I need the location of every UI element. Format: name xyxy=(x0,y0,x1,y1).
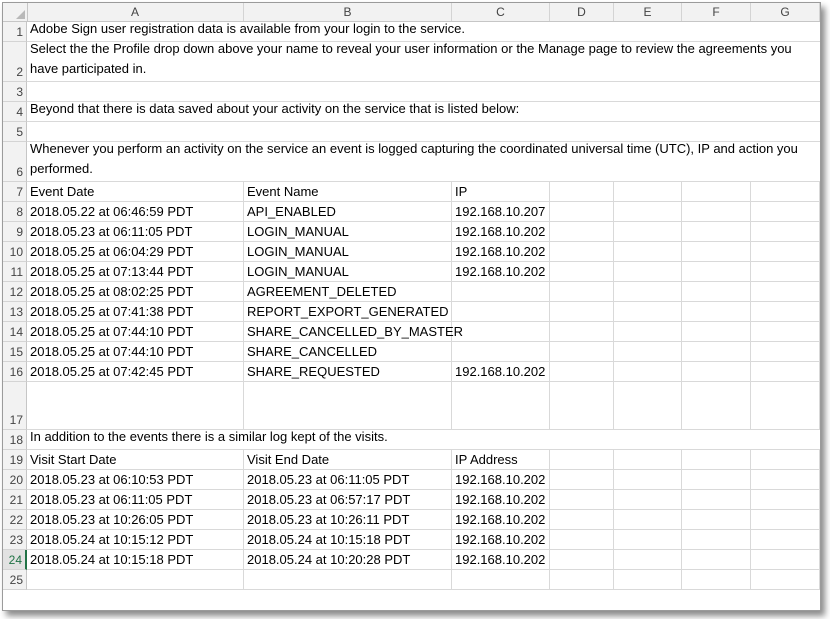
cell-g[interactable] xyxy=(751,202,820,222)
cell-d[interactable] xyxy=(550,282,614,302)
cell-a[interactable]: 2018.05.24 at 10:15:18 PDT xyxy=(27,550,244,570)
cell-c[interactable] xyxy=(452,322,550,342)
cell-b[interactable]: AGREEMENT_DELETED xyxy=(244,282,452,302)
cell-g[interactable] xyxy=(751,382,820,430)
cell-e[interactable] xyxy=(614,322,682,342)
cell-a[interactable] xyxy=(27,382,244,430)
sheet-row xyxy=(3,470,820,490)
cell-e[interactable] xyxy=(614,222,682,242)
sheet-row xyxy=(3,262,820,282)
cell-b[interactable] xyxy=(244,570,452,590)
cell-f[interactable] xyxy=(682,362,751,382)
cell-a[interactable]: 2018.05.22 at 06:46:59 PDT xyxy=(27,202,244,222)
cell-d[interactable] xyxy=(550,382,614,430)
cell-text: Select the the Profile drop down above your name to reveal your user information or the Manage page to review the agreements you have participated in. xyxy=(30,41,792,76)
row-header[interactable]: 10 xyxy=(3,242,27,262)
cell-e[interactable] xyxy=(614,570,682,590)
cell-a[interactable]: 2018.05.25 at 07:42:45 PDT xyxy=(27,362,244,382)
cell-a[interactable]: 2018.05.23 at 06:11:05 PDT xyxy=(27,490,244,510)
cell-b[interactable]: SHARE_CANCELLED_BY_MASTER xyxy=(244,322,452,342)
row-header[interactable]: 9 xyxy=(3,222,27,242)
sheet-row xyxy=(3,490,820,510)
cell-f[interactable] xyxy=(682,550,751,570)
cell-b[interactable]: Visit End Date xyxy=(244,450,452,470)
cell-d[interactable] xyxy=(550,490,614,510)
cell-c[interactable] xyxy=(452,382,550,430)
cell-text: Beyond that there is data saved about your activity on the service that is listed below: xyxy=(30,101,520,116)
cell-e[interactable] xyxy=(614,550,682,570)
row-header[interactable]: 13 xyxy=(3,302,27,322)
cell-c[interactable]: 192.168.10.202 xyxy=(452,490,550,510)
row-header[interactable]: 8 xyxy=(3,202,27,222)
cell-d[interactable] xyxy=(550,202,614,222)
cell-text: In addition to the events there is a similar log kept of the visits. xyxy=(30,429,388,444)
sheet-row xyxy=(3,430,820,450)
cell-d[interactable] xyxy=(550,470,614,490)
row-header[interactable]: 12 xyxy=(3,282,27,302)
cell-b[interactable]: 2018.05.24 at 10:20:28 PDT xyxy=(244,550,452,570)
cell-b[interactable]: LOGIN_MANUAL xyxy=(244,262,452,282)
sheet-row xyxy=(3,510,820,530)
sheet-row xyxy=(3,362,820,382)
cell-g[interactable] xyxy=(751,182,820,202)
cell-c[interactable] xyxy=(452,342,550,362)
column-header-g[interactable]: G xyxy=(751,3,820,21)
cell-g[interactable] xyxy=(751,550,820,570)
cell-d[interactable] xyxy=(550,302,614,322)
text-cell[interactable] xyxy=(27,430,820,450)
cell-f[interactable] xyxy=(682,510,751,530)
row-header[interactable]: 23 xyxy=(3,530,27,550)
cell-b[interactable]: Event Name xyxy=(244,182,452,202)
cell-a[interactable]: 2018.05.25 at 08:02:25 PDT xyxy=(27,282,244,302)
cell-c[interactable]: IP xyxy=(452,182,550,202)
row-header[interactable]: 19 xyxy=(3,450,27,470)
cell-g[interactable] xyxy=(751,262,820,282)
cell-g[interactable] xyxy=(751,322,820,342)
cell-c[interactable]: IP Address xyxy=(452,450,550,470)
cell-b[interactable] xyxy=(244,382,452,430)
cell-e[interactable] xyxy=(614,490,682,510)
select-all-triangle-icon xyxy=(16,10,25,19)
sheet-row xyxy=(3,282,820,302)
cell-d[interactable] xyxy=(550,322,614,342)
cell-d[interactable] xyxy=(550,262,614,282)
row-header[interactable]: 20 xyxy=(3,470,27,490)
cell-d[interactable] xyxy=(550,342,614,362)
cell-f[interactable] xyxy=(682,382,751,430)
sheet-row xyxy=(3,102,820,122)
cell-d[interactable] xyxy=(550,242,614,262)
cell-a[interactable]: 2018.05.25 at 07:44:10 PDT xyxy=(27,342,244,362)
cell-f[interactable] xyxy=(682,242,751,262)
cell-c[interactable]: 192.168.10.202 xyxy=(452,470,550,490)
cell-d[interactable] xyxy=(550,182,614,202)
cell-e[interactable] xyxy=(614,510,682,530)
row-header[interactable]: 11 xyxy=(3,262,27,282)
cell-c[interactable] xyxy=(452,282,550,302)
sheet-row xyxy=(3,570,820,590)
cell-e[interactable] xyxy=(614,262,682,282)
sheet-row xyxy=(3,322,820,342)
cell-a[interactable]: 2018.05.25 at 07:13:44 PDT xyxy=(27,262,244,282)
cell-c[interactable] xyxy=(452,302,550,322)
cell-b[interactable]: REPORT_EXPORT_GENERATED xyxy=(244,302,452,322)
sheet-row xyxy=(3,222,820,242)
cell-a[interactable]: 2018.05.24 at 10:15:12 PDT xyxy=(27,530,244,550)
cell-f[interactable] xyxy=(682,262,751,282)
cell-g[interactable] xyxy=(751,282,820,302)
cell-b[interactable]: 2018.05.23 at 06:11:05 PDT xyxy=(244,470,452,490)
cell-g[interactable] xyxy=(751,242,820,262)
cell-g[interactable] xyxy=(751,450,820,470)
cell-e[interactable] xyxy=(614,530,682,550)
cell-b[interactable]: 2018.05.24 at 10:15:18 PDT xyxy=(244,530,452,550)
row-header[interactable]: 25 xyxy=(3,570,27,590)
cell-a[interactable]: 2018.05.23 at 06:11:05 PDT xyxy=(27,222,244,242)
sheet-row xyxy=(3,550,820,570)
cell-b[interactable]: 2018.05.23 at 10:26:11 PDT xyxy=(244,510,452,530)
cell-b[interactable]: 2018.05.23 at 06:57:17 PDT xyxy=(244,490,452,510)
sheet-row xyxy=(3,382,820,430)
cell-c[interactable]: 192.168.10.202 xyxy=(452,262,550,282)
cell-g[interactable] xyxy=(751,570,820,590)
cell-d[interactable] xyxy=(550,550,614,570)
column-header-b[interactable]: B xyxy=(244,3,452,21)
sheet-row xyxy=(3,242,820,262)
cell-text: Whenever you perform an activity on the service an event is logged capturing the coordinated universal time (UTC), IP and action you performed. xyxy=(30,141,798,176)
cell-g[interactable] xyxy=(751,302,820,322)
cell-a[interactable] xyxy=(27,570,244,590)
cell-a[interactable]: Event Date xyxy=(27,182,244,202)
row-header[interactable]: 15 xyxy=(3,342,27,362)
cell-g[interactable] xyxy=(751,470,820,490)
sheet-row xyxy=(3,450,820,470)
sheet-row xyxy=(3,342,820,362)
cell-a[interactable]: Visit Start Date xyxy=(27,450,244,470)
row-header[interactable]: 24 xyxy=(3,550,27,570)
row-header[interactable]: 4 xyxy=(3,102,27,122)
row-header[interactable]: 2 xyxy=(3,42,27,82)
cell-c[interactable]: 192.168.10.202 xyxy=(452,362,550,382)
cell-a[interactable]: 2018.05.25 at 07:44:10 PDT xyxy=(27,322,244,342)
cell-g[interactable] xyxy=(751,362,820,382)
cell-c[interactable]: 192.168.10.202 xyxy=(452,222,550,242)
column-header-d[interactable]: D xyxy=(550,3,614,21)
cell-g[interactable] xyxy=(751,222,820,242)
row-header[interactable]: 22 xyxy=(3,510,27,530)
cell-c[interactable] xyxy=(452,570,550,590)
cell-d[interactable] xyxy=(550,530,614,550)
cell-d[interactable] xyxy=(550,570,614,590)
cell-f[interactable] xyxy=(682,470,751,490)
cell-a[interactable]: 2018.05.25 at 06:04:29 PDT xyxy=(27,242,244,262)
column-header-f[interactable]: F xyxy=(682,3,751,21)
cell-c[interactable]: 192.168.10.202 xyxy=(452,510,550,530)
cell-c[interactable]: 192.168.10.202 xyxy=(452,530,550,550)
cell-b[interactable]: SHARE_REQUESTED xyxy=(244,362,452,382)
cell-f[interactable] xyxy=(682,322,751,342)
sheet-row xyxy=(3,182,820,202)
cell-text: Adobe Sign user registration data is available from your login to the service. xyxy=(30,21,466,36)
sheet-row xyxy=(3,42,820,82)
cell-e[interactable] xyxy=(614,362,682,382)
select-all-corner[interactable] xyxy=(3,3,28,21)
text-cell[interactable] xyxy=(27,42,820,82)
row-header[interactable]: 21 xyxy=(3,490,27,510)
row-header[interactable]: 18 xyxy=(3,430,27,450)
column-header-c[interactable]: C xyxy=(452,3,550,21)
row-header[interactable]: 17 xyxy=(3,382,27,430)
cell-f[interactable] xyxy=(682,490,751,510)
column-header-e[interactable]: E xyxy=(614,3,682,21)
column-header-a[interactable]: A xyxy=(27,3,244,21)
cell-f[interactable] xyxy=(682,302,751,322)
cell-g[interactable] xyxy=(751,510,820,530)
row-header[interactable]: 16 xyxy=(3,362,27,382)
cell-d[interactable] xyxy=(550,510,614,530)
cell-d[interactable] xyxy=(550,450,614,470)
cell-c[interactable]: 192.168.10.202 xyxy=(452,242,550,262)
cell-e[interactable] xyxy=(614,182,682,202)
cell-e[interactable] xyxy=(614,202,682,222)
cell-f[interactable] xyxy=(682,342,751,362)
sheet-row xyxy=(3,530,820,550)
cell-d[interactable] xyxy=(550,222,614,242)
row-header[interactable]: 6 xyxy=(3,142,27,182)
cell-b[interactable]: LOGIN_MANUAL xyxy=(244,242,452,262)
sheet-row xyxy=(3,142,820,182)
cell-e[interactable] xyxy=(614,342,682,362)
cell-a[interactable]: 2018.05.23 at 06:10:53 PDT xyxy=(27,470,244,490)
cell-d[interactable] xyxy=(550,362,614,382)
cell-f[interactable] xyxy=(682,282,751,302)
row-header[interactable]: 1 xyxy=(3,22,27,42)
cell-f[interactable] xyxy=(682,222,751,242)
cell-a[interactable]: 2018.05.25 at 07:41:38 PDT xyxy=(27,302,244,322)
cell-f[interactable] xyxy=(682,202,751,222)
cell-a[interactable]: 2018.05.23 at 10:26:05 PDT xyxy=(27,510,244,530)
cell-e[interactable] xyxy=(614,470,682,490)
cell-e[interactable] xyxy=(614,450,682,470)
sheet-row xyxy=(3,202,820,222)
cell-g[interactable] xyxy=(751,490,820,510)
sheet-row xyxy=(3,302,820,322)
cell-f[interactable] xyxy=(682,530,751,550)
text-cell[interactable] xyxy=(27,102,820,122)
cell-b[interactable]: LOGIN_MANUAL xyxy=(244,222,452,242)
cell-e[interactable] xyxy=(614,282,682,302)
cell-f[interactable] xyxy=(682,570,751,590)
row-header[interactable]: 7 xyxy=(3,182,27,202)
cell-f[interactable] xyxy=(682,450,751,470)
cell-e[interactable] xyxy=(614,302,682,322)
text-cell[interactable] xyxy=(27,142,820,182)
cell-c[interactable]: 192.168.10.202 xyxy=(452,550,550,570)
row-header[interactable]: 14 xyxy=(3,322,27,342)
cell-f[interactable] xyxy=(682,182,751,202)
cell-g[interactable] xyxy=(751,530,820,550)
cell-b[interactable]: SHARE_CANCELLED xyxy=(244,342,452,362)
cell-e[interactable] xyxy=(614,242,682,262)
row-header[interactable]: 3 xyxy=(3,82,27,102)
cell-c[interactable]: 192.168.10.207 xyxy=(452,202,550,222)
cell-b[interactable]: API_ENABLED xyxy=(244,202,452,222)
row-header[interactable]: 5 xyxy=(3,122,27,142)
cell-g[interactable] xyxy=(751,342,820,362)
cell-e[interactable] xyxy=(614,382,682,430)
spreadsheet[interactable] xyxy=(2,2,821,611)
